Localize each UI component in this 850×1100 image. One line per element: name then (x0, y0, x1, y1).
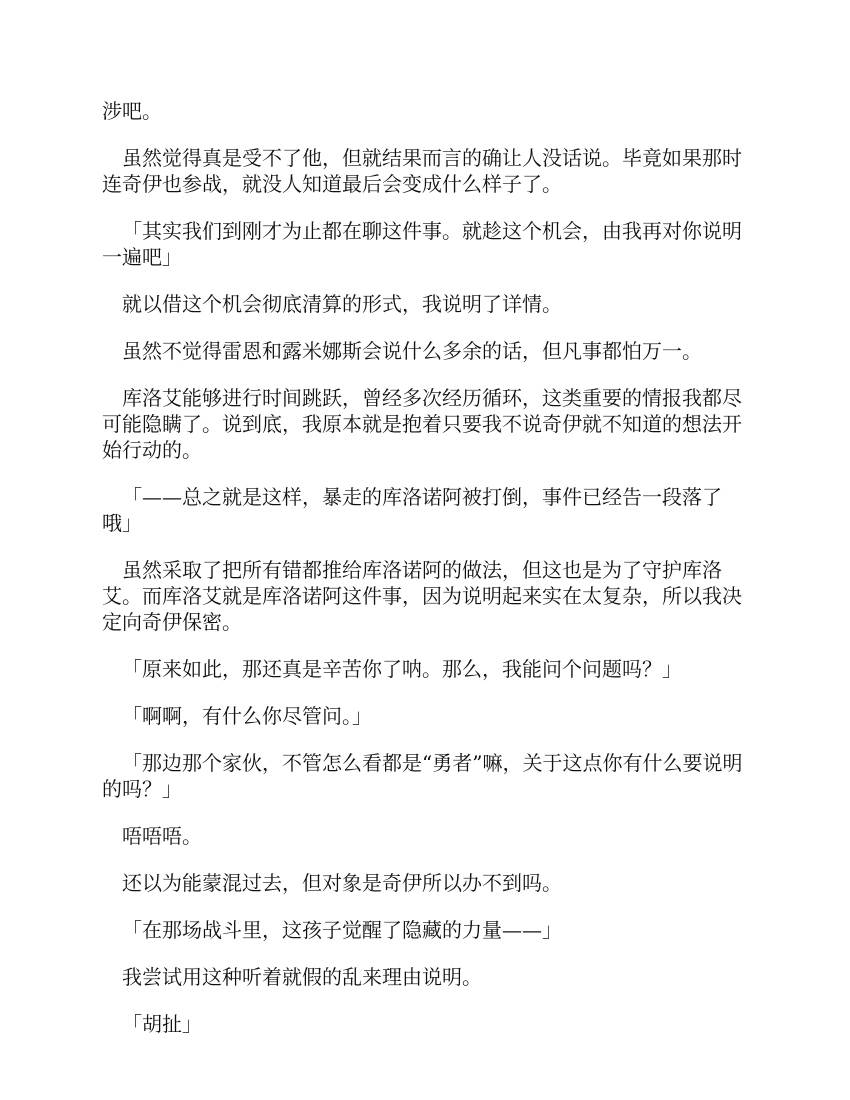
paragraph: 涉吧。 (102, 99, 162, 123)
paragraph: 「原来如此，那还真是辛苦你了呐。那么，我能问个问题吗？」 (122, 657, 682, 681)
paragraph: 「胡扯」 (122, 1012, 202, 1036)
paragraph: 「啊啊，有什么你尽管问。」 (122, 704, 372, 728)
paragraph: 还以为能蒙混过去，但对象是奇伊所以办不到吗。 (122, 871, 562, 895)
paragraph: 虽然采取了把所有错都推给库洛诺阿的做法，但这也是为了守护库洛艾。而库洛艾就是库洛诺阿这件事，因为说明起来实在太复杂，所以我决定向奇伊保密。 (102, 558, 742, 634)
body-text (102, 98, 750, 1058)
paragraph: 虽然不觉得雷恩和露米娜斯会说什么多余的话，但凡事都怕万一。 (122, 339, 702, 363)
paragraph: 库洛艾能够进行时间跳跃，曾经多次经历循环，这类重要的情报我都尽可能隐瞒了。说到底，我原本就是抱着只要我不说奇伊就不知道的想法开始行动的。 (102, 386, 742, 462)
paragraph: 虽然觉得真是受不了他，但就结果而言的确让人没话说。毕竟如果那时连奇伊也参战，就没人知道最后会变成什么样子了。 (102, 146, 742, 196)
paragraph: 「——总之就是这样，暴走的库洛诺阿被打倒，事件已经告一段落了哦」 (102, 485, 722, 535)
paragraph: 就以借这个机会彻底清算的形式，我说明了详情。 (122, 292, 562, 316)
paragraph: 我尝试用这种听着就假的乱来理由说明。 (122, 965, 482, 989)
paragraph: 「其实我们到刚才为止都在聊这件事。就趁这个机会，由我再对你说明一遍吧」 (102, 219, 742, 269)
paragraph: 「那边那个家伙，不管怎么看都是“勇者”嘛，关于这点你有什么要说明的吗？」 (102, 751, 743, 801)
paragraph: 「在那场战斗里，这孩子觉醒了隐藏的力量——」 (122, 918, 562, 942)
paragraph: 唔唔唔。 (122, 824, 202, 848)
